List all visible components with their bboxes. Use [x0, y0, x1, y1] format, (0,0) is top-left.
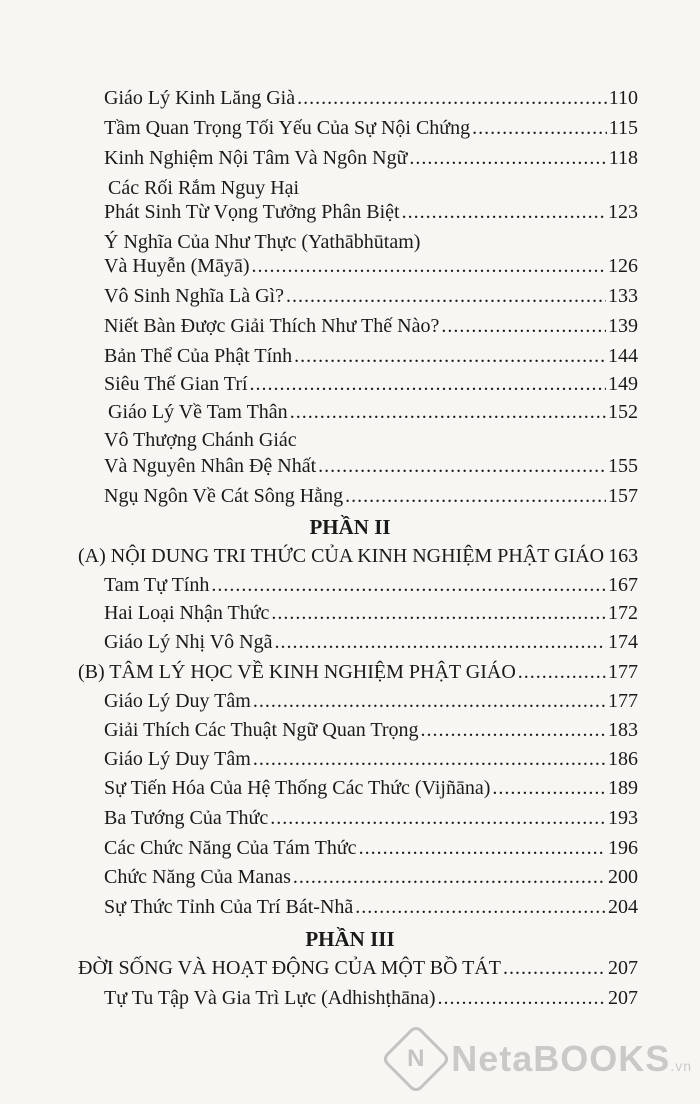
toc-entry: Giải Thích Các Thuật Ngữ Quan Trọng ..... 183 — [104, 715, 638, 745]
toc-entry: Niết Bàn Được Giải Thích Như Thế Nào? ..... 139 — [104, 311, 638, 341]
netabooks-watermark — [391, 1034, 692, 1084]
toc-entry: Kinh Nghiệm Nội Tâm Và Ngôn Ngữ ..... 118 — [104, 143, 638, 173]
toc-entry: Và Huyễn (Māyā) ..... 126 — [104, 251, 638, 281]
toc-entry-line1: Các Rối Rắm Nguy Hại — [108, 177, 300, 199]
toc-entry: Tự Tu Tập Và Gia Trì Lực (Adhishṭhāna) ..... 207 — [104, 983, 638, 1013]
toc-entry: Giáo Lý Nhị Vô Ngã ..... 174 — [104, 627, 638, 657]
toc-entry: Sự Tiến Hóa Của Hệ Thống Các Thức (Vijñāna) ..... 189 — [104, 773, 638, 803]
toc-entry: Vô Sinh Nghĩa Là Gì? ..... 133 — [104, 281, 638, 311]
toc-entry-line1: Ý Nghĩa Của Như Thực (Yathābhūtam) — [104, 231, 421, 253]
toc-entry: Ngụ Ngôn Về Cát Sông Hằng ..... 157 — [104, 481, 638, 511]
toc-entry-line1: Vô Thượng Chánh Giác — [104, 429, 297, 451]
toc-entry: Bản Thể Của Phật Tính ..... 144 — [104, 341, 638, 371]
toc-entry: Giáo Lý Duy Tâm ..... 186 — [104, 744, 638, 774]
toc-entry: Ba Tướng Của Thức ..... 193 — [104, 803, 638, 833]
toc-entry: Giáo Lý Duy Tâm ..... 177 — [104, 686, 638, 716]
section-c: ĐỜI SỐNG VÀ HOẠT ĐỘNG CỦA MỘT BỒ TÁT ..... 207 — [78, 953, 638, 983]
toc-entry: Giáo Lý Về Tam Thân ..... 152 — [108, 397, 638, 427]
toc-entry: Các Chức Năng Của Tám Thức ..... 196 — [104, 833, 638, 863]
toc-entry: Sự Thức Tỉnh Của Trí Bát-Nhã ..... 204 — [104, 892, 638, 922]
part-heading-2: PHẦN II — [309, 515, 391, 539]
netabooks-logo-icon: N — [381, 1024, 452, 1095]
toc-entry: Siêu Thế Gian Trí ..... 149 — [104, 369, 638, 399]
toc-entry: Và Nguyên Nhân Đệ Nhất ..... 155 — [104, 451, 638, 481]
section-a: (A) NỘI DUNG TRI THỨC CỦA KINH NGHIỆM PHẬT GIÁO 163 — [78, 545, 639, 567]
toc-entry: Tầm Quan Trọng Tối Yếu Của Sự Nội Chứng ..... 115 — [104, 113, 638, 143]
watermark-brand: NetaBOOKS.vn — [451, 1038, 692, 1079]
toc-entry: Tam Tự Tính ..... 167 — [104, 570, 638, 600]
toc-entry: Chức Năng Của Manas ..... 200 — [104, 862, 638, 892]
toc-entry: Phát Sinh Từ Vọng Tưởng Phân Biệt ..... 123 — [104, 197, 638, 227]
part-heading-3: PHẦN III — [305, 927, 395, 951]
toc-entry: Giáo Lý Kinh Lăng Già ..... 110 — [104, 83, 638, 113]
toc-entry: Hai Loại Nhận Thức ..... 172 — [104, 598, 638, 628]
section-b: (B) TÂM LÝ HỌC VỀ KINH NGHIỆM PHẬT GIÁO ..... 177 — [78, 657, 638, 687]
